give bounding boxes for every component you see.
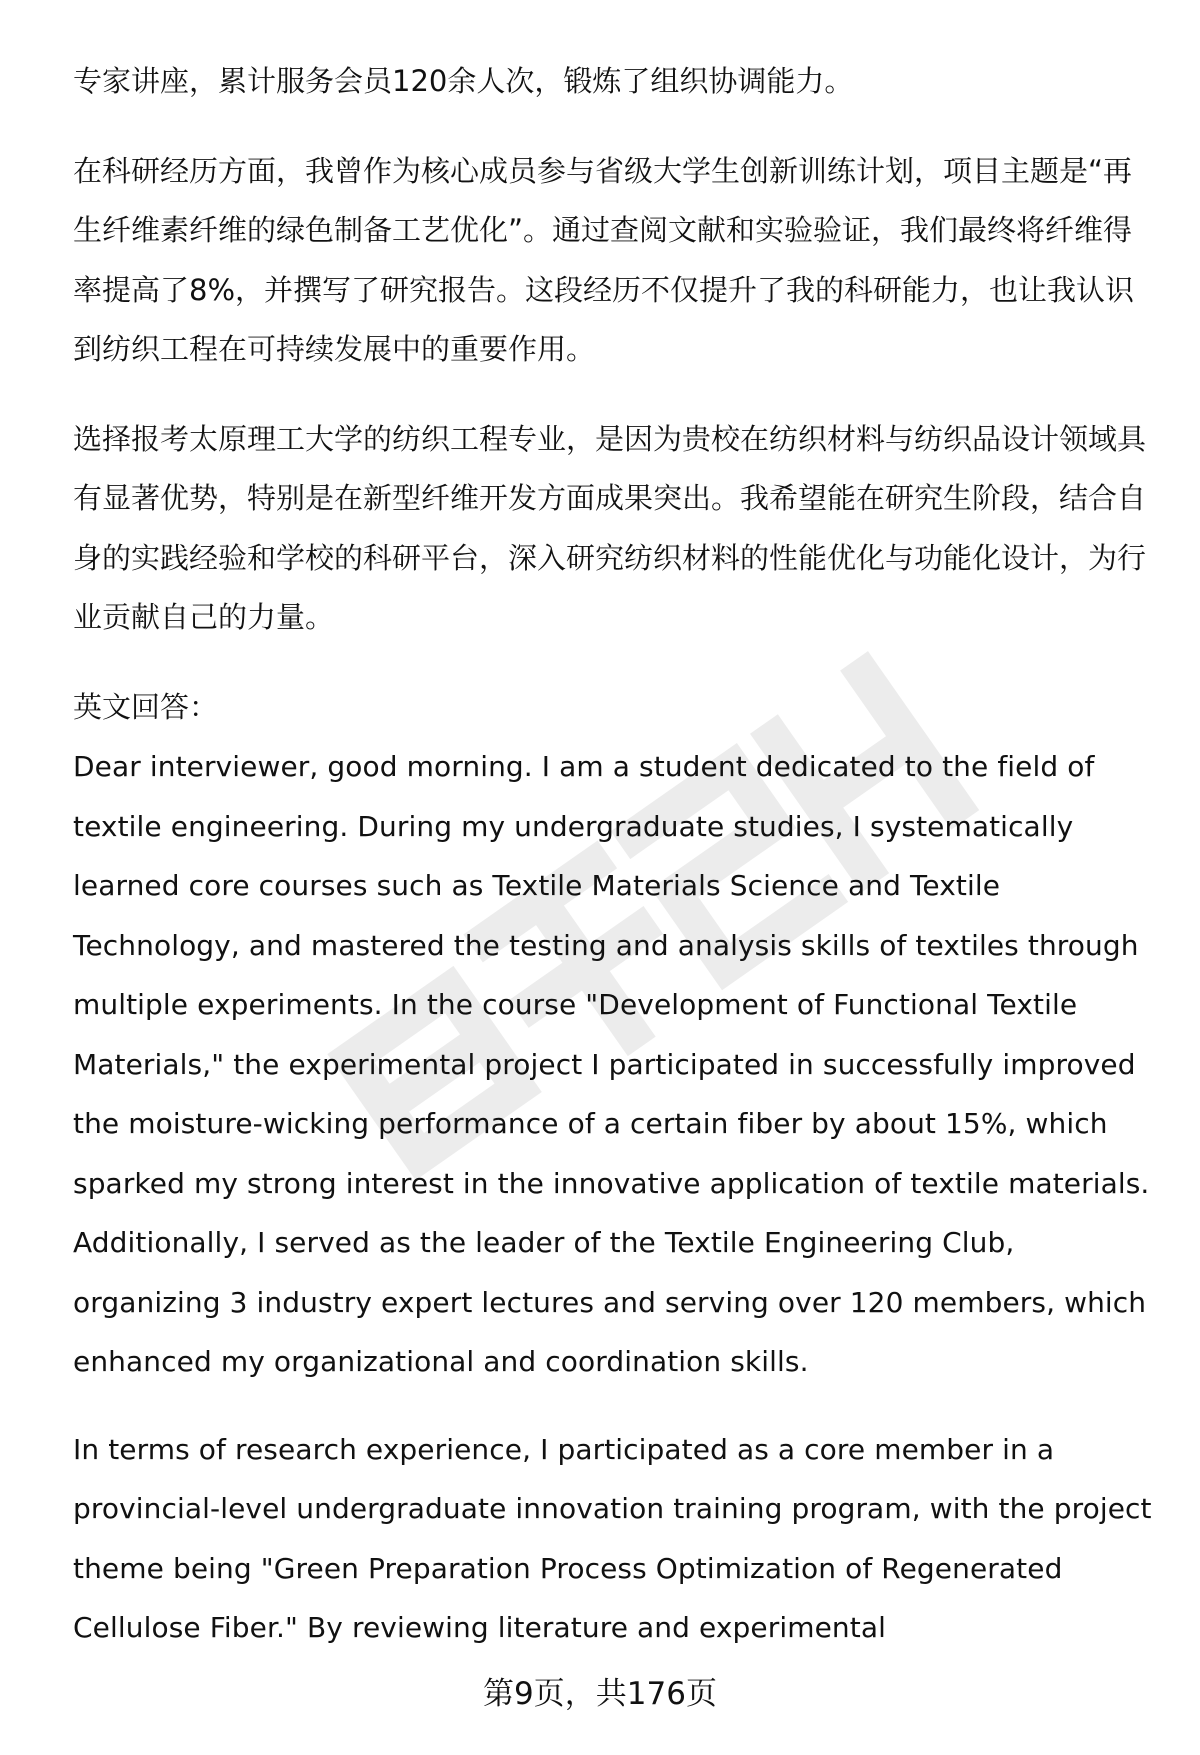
paragraph-cn-2: 在科研经历方面，我曾作为核心成员参与省级大学生创新训练计划，项目主题是“再生纤维素纤维的绿色制备工艺优化”。通过查阅文献和实验验证，我们最终将纤维得率提高了8%，并撰写了研究报告。这段经历不仅提升了我的科研能力，也让我认识到纺织工程在可持续发展中的重要作用。 (73, 153, 1135, 366)
paragraph-cn-1: 专家讲座，累计服务会员120余人次，锻炼了组织协调能力。 (73, 64, 854, 98)
paragraph-cn-3: 选择报考太原理工大学的纺织工程专业，是因为贵校在纺织材料与纺织品设计领域具有显著优势，特别是在新型纤维开发方面成果突出。我希望能在研究生阶段，结合自身的实践经验和学校的科研平台，深入研究纺织材料的性能优化与功能化设计，为行业贡献自己的力量。 (73, 421, 1147, 634)
document-body (73, 52, 1153, 1658)
paragraph-en-1: Dear interviewer, good morning. I am a student dedicated to the field of textile engineering. During my undergraduate studies, I systematically learned core courses such as Textile Materials Science and Textile Technology, and mastered the testing and analysis skills of textiles through multiple experiments. In the course "Development of Functional Textile Materials," the experimental project I participated in successfully improved the moisture-wicking performance of a certain fiber by about 15%, which sparked my strong interest in the innovative application of textile materials. Additionally, I served as the leader of the Textile Engineering Club, organizing 3 industry expert lectures and serving over 120 members, which enhanced my organizational and coordination skills. (73, 750, 1150, 1378)
page-number: 第9页，共176页 (483, 1676, 717, 1712)
english-answer-heading: 英文回答： (73, 689, 219, 724)
paragraph-en-2: In terms of research experience, I participated as a core member in a provincial-level undergraduate innovation training program, with the project theme being "Green Preparation Process Optimization of Regenerated Cellulose Fiber." By reviewing literature and experimental (73, 1432, 1152, 1644)
